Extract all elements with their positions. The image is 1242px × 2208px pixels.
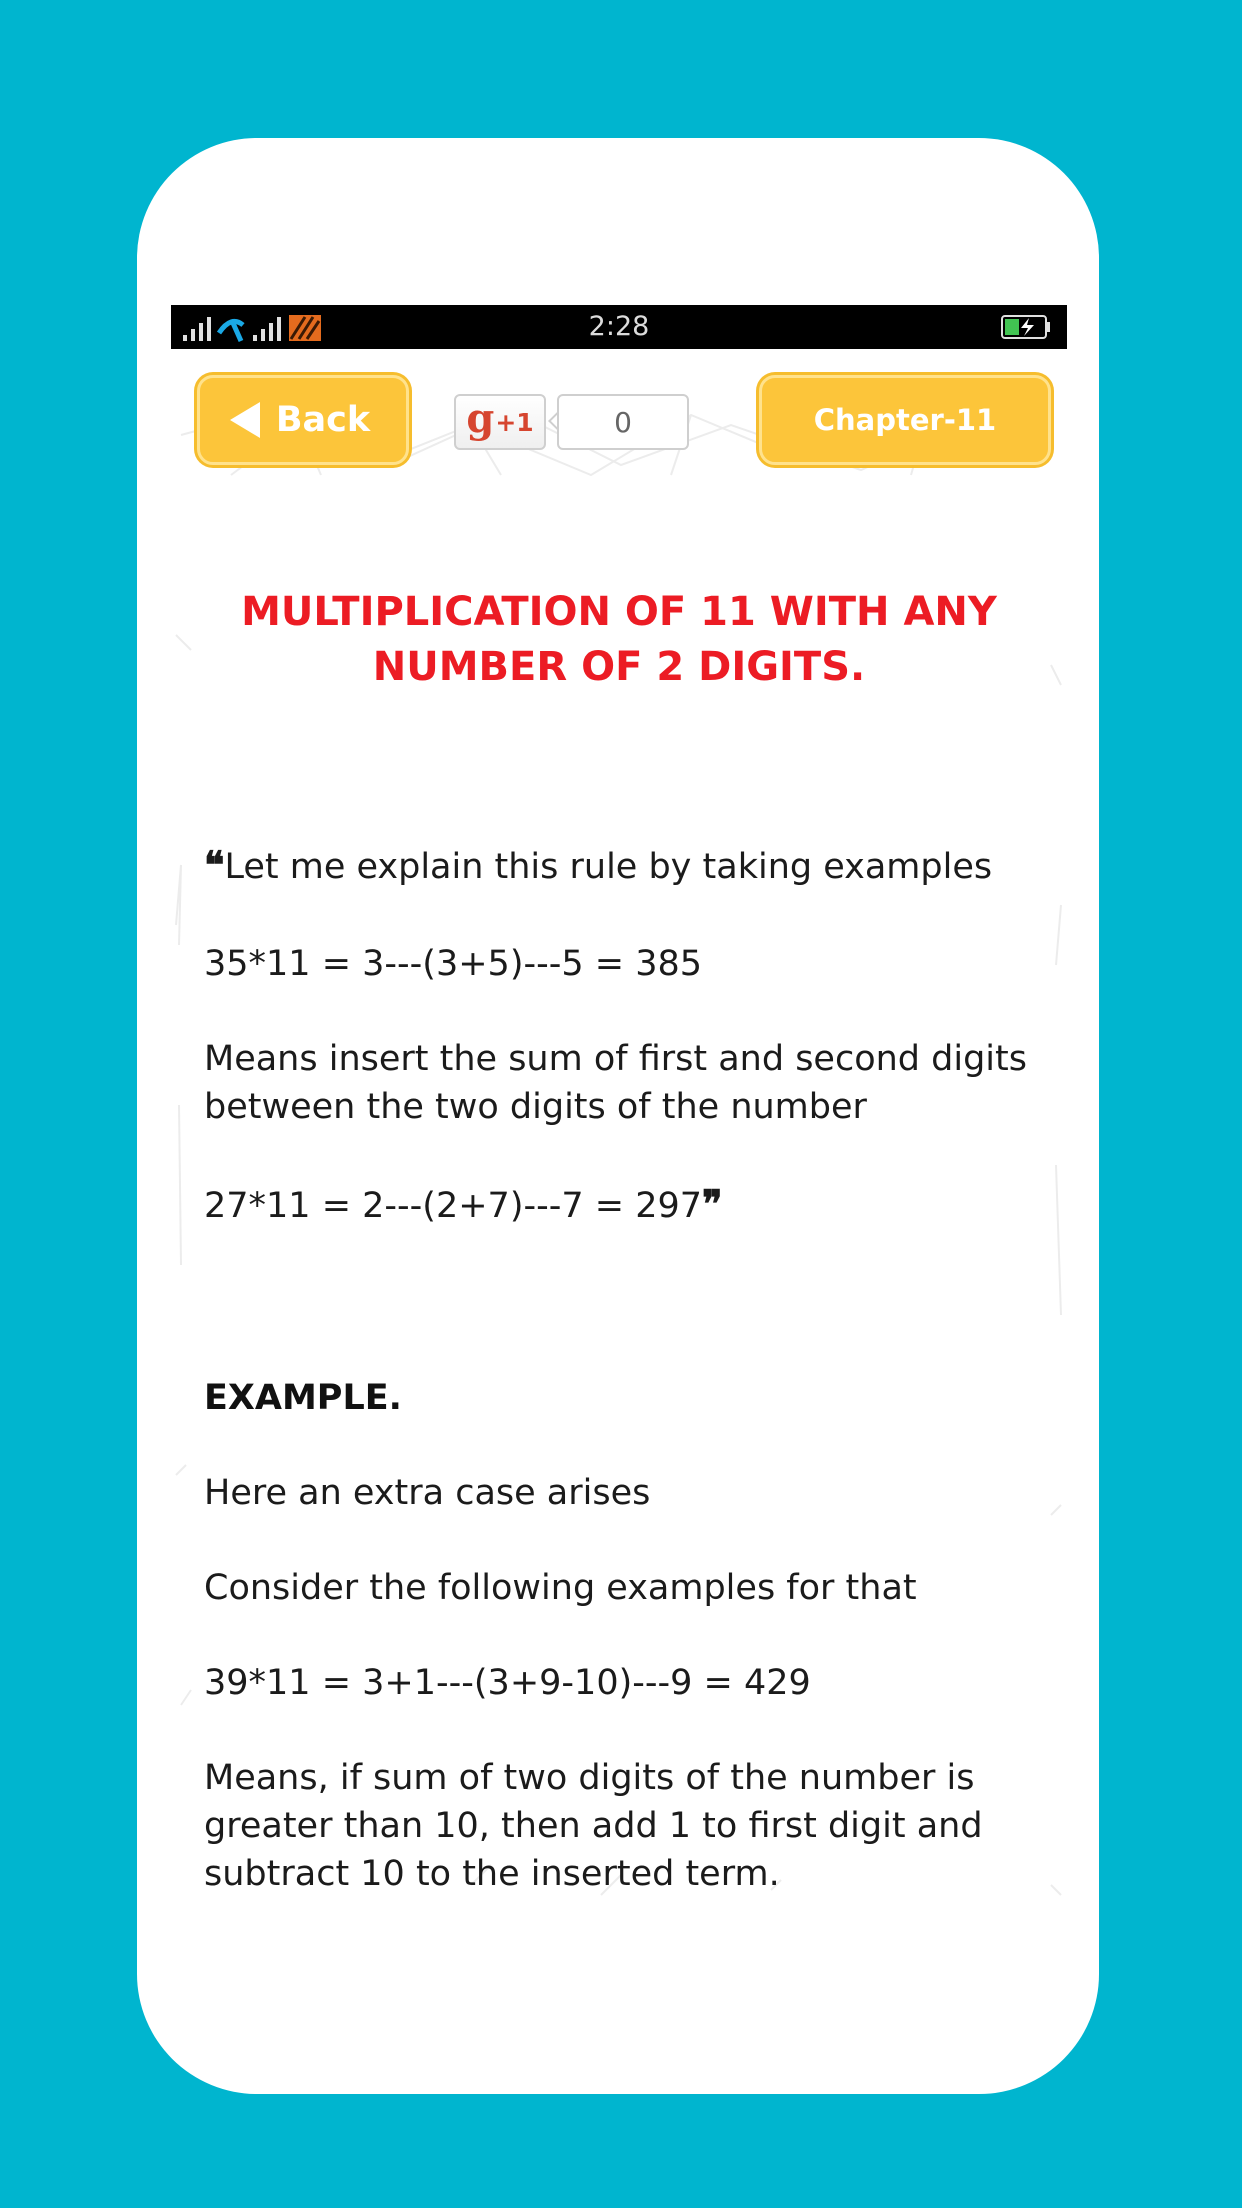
intro-text — [204, 841, 1034, 891]
equation-2-content: 27*11 = 2---(2+7)---7 = 297 — [204, 1186, 703, 1226]
status-bar — [171, 305, 1067, 349]
back-button[interactable] — [197, 375, 409, 465]
status-time: 2:28 — [588, 311, 650, 342]
google-plus-one-button[interactable] — [454, 394, 546, 450]
app-screen — [171, 305, 1067, 1898]
consider-text: Consider the following examples for that — [204, 1568, 917, 1608]
google-plus-icon: g — [466, 395, 495, 442]
open-quote-icon: ❝ — [204, 842, 225, 887]
equation-2 — [204, 1180, 1034, 1230]
example-heading: EXAMPLE. — [204, 1378, 402, 1418]
explanation-text: Means insert the sum of first and second digits between the two digits of the number — [204, 1039, 1027, 1127]
page-title: MULTIPLICATION OF 11 WITH ANY NUMBER OF 2 DIGITS. — [241, 589, 997, 690]
chapter-button[interactable]: Chapter-11 — [759, 375, 1051, 465]
equation-3: 39*11 = 3+1---(3+9-10)---9 = 429 — [204, 1663, 811, 1703]
rule-text: Means, if sum of two digits of the number is greater than 10, then add 1 to first digit and subtract 10 to the inserted term. — [204, 1758, 983, 1894]
back-arrow-icon — [230, 402, 260, 438]
intro-text-content: Let me explain this rule by taking examples — [224, 847, 993, 887]
close-quote-icon: ❞ — [702, 1181, 723, 1226]
equation-1: 35*11 = 3---(3+5)---5 = 385 — [204, 944, 703, 984]
extra-case-text: Here an extra case arises — [204, 1473, 651, 1513]
gplus-label: +1 — [495, 407, 534, 437]
battery-charging-icon — [1001, 315, 1051, 339]
gplus-count: 0 — [557, 394, 689, 450]
back-button-label: Back — [275, 400, 371, 440]
